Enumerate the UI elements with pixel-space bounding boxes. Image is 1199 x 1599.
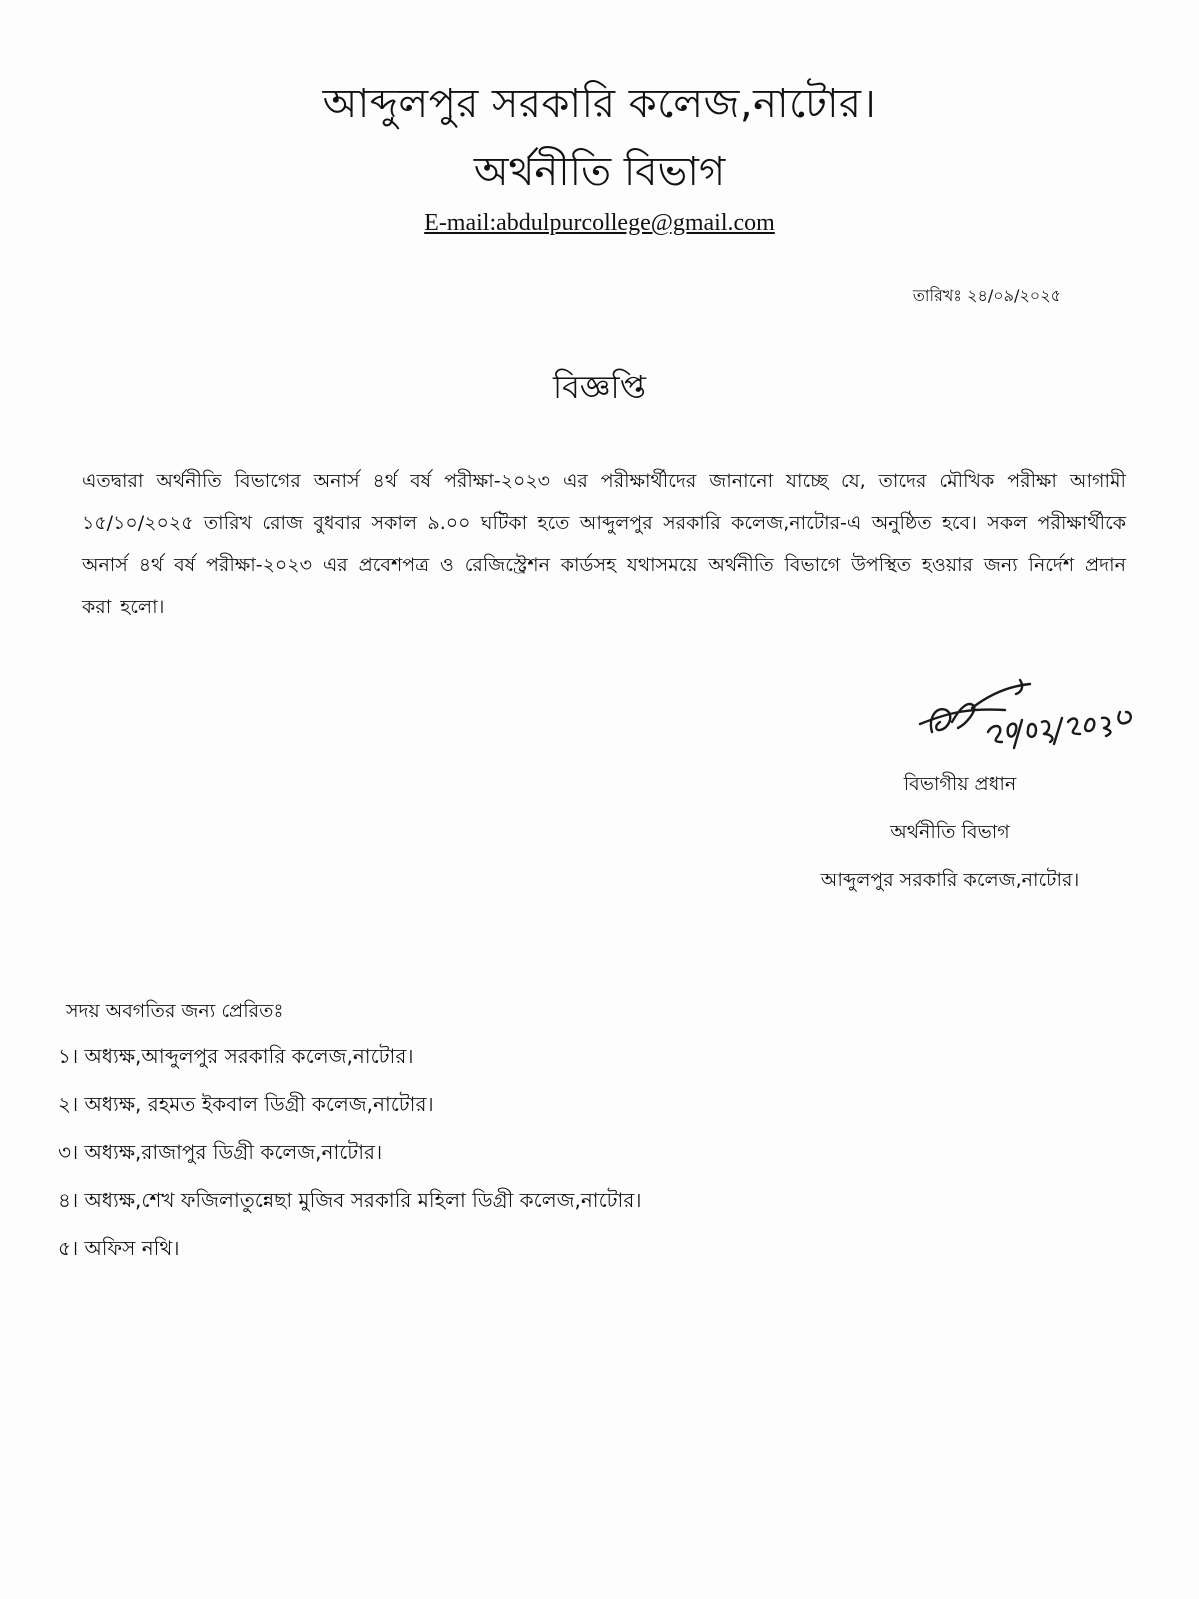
distribution-heading: সদয় অবগতির জন্য প্রেরিতঃ — [66, 1000, 284, 1022]
handwritten-signature — [910, 672, 1150, 752]
list-item: ৩। অধ্যক্ষ,রাজাপুর ডিগ্রী কলেজ,নাটোর। — [58, 1140, 383, 1164]
list-item: ৫। অফিস নথি। — [58, 1236, 180, 1260]
notice-date: তারিখঃ ২৪/০৯/২০২৫ — [912, 286, 1061, 305]
distribution-list — [58, 1032, 958, 1272]
signatory-department: অর্থনীতি বিভাগ — [890, 821, 1010, 843]
signatory-institution: আব্দুলপুর সরকারি কলেজ,নাটোর। — [820, 869, 1080, 891]
notice-title: বিজ্ঞপ্তি — [552, 368, 647, 406]
signatory-designation: বিভাগীয় প্রধান — [903, 773, 1017, 795]
list-item: ১। অধ্যক্ষ,আব্দুলপুর সরকারি কলেজ,নাটোর। — [58, 1044, 414, 1068]
college-name: আব্দুলপুর সরকারি কলেজ,নাটোর। — [322, 81, 877, 127]
department-name: অর্থনীতি বিভাগ — [473, 149, 726, 195]
signature-block — [760, 760, 1140, 904]
email-address: E-mail:abdulpurcollege@gmail.com — [424, 210, 775, 236]
list-item: ২। অধ্যক্ষ, রহমত ইকবাল ডিগ্রী কলেজ,নাটোর। — [58, 1092, 434, 1116]
distribution-section — [58, 990, 958, 1272]
notice-body: এতদ্বারা অর্থনীতি বিভাগের অনার্স ৪র্থ বর্ষ পরীক্ষা-২০২৩ এর পরীক্ষার্থীদের জানানো যাচ্ছে যে, তাদের মৌখিক পরীক্ষা আগামী ১৫/১০/২০২৫ তারিখ রোজ বুধবার সকাল ৯.০০ ঘটিকা হতে আব্দুলপুর সরকারি কলেজ,নাটোর-এ অনুষ্ঠিত হবে। সকল পরীক্ষার্থীকে অনার্স ৪র্থ বর্ষ পরীক্ষা-২০২৩ এর প্রবেশপত্র ও রেজিস্ট্রেশন কার্ডসহ যথাসময়ে অর্থনীতি বিভাগে উপস্থিত হওয়ার জন্য নির্দেশ প্রদান করা হলো। — [82, 470, 1126, 618]
list-item: ৪। অধ্যক্ষ,শেখ ফজিলাতুন্নেছা মুজিব সরকারি মহিলা ডিগ্রী কলেজ,নাটোর। — [58, 1188, 642, 1212]
